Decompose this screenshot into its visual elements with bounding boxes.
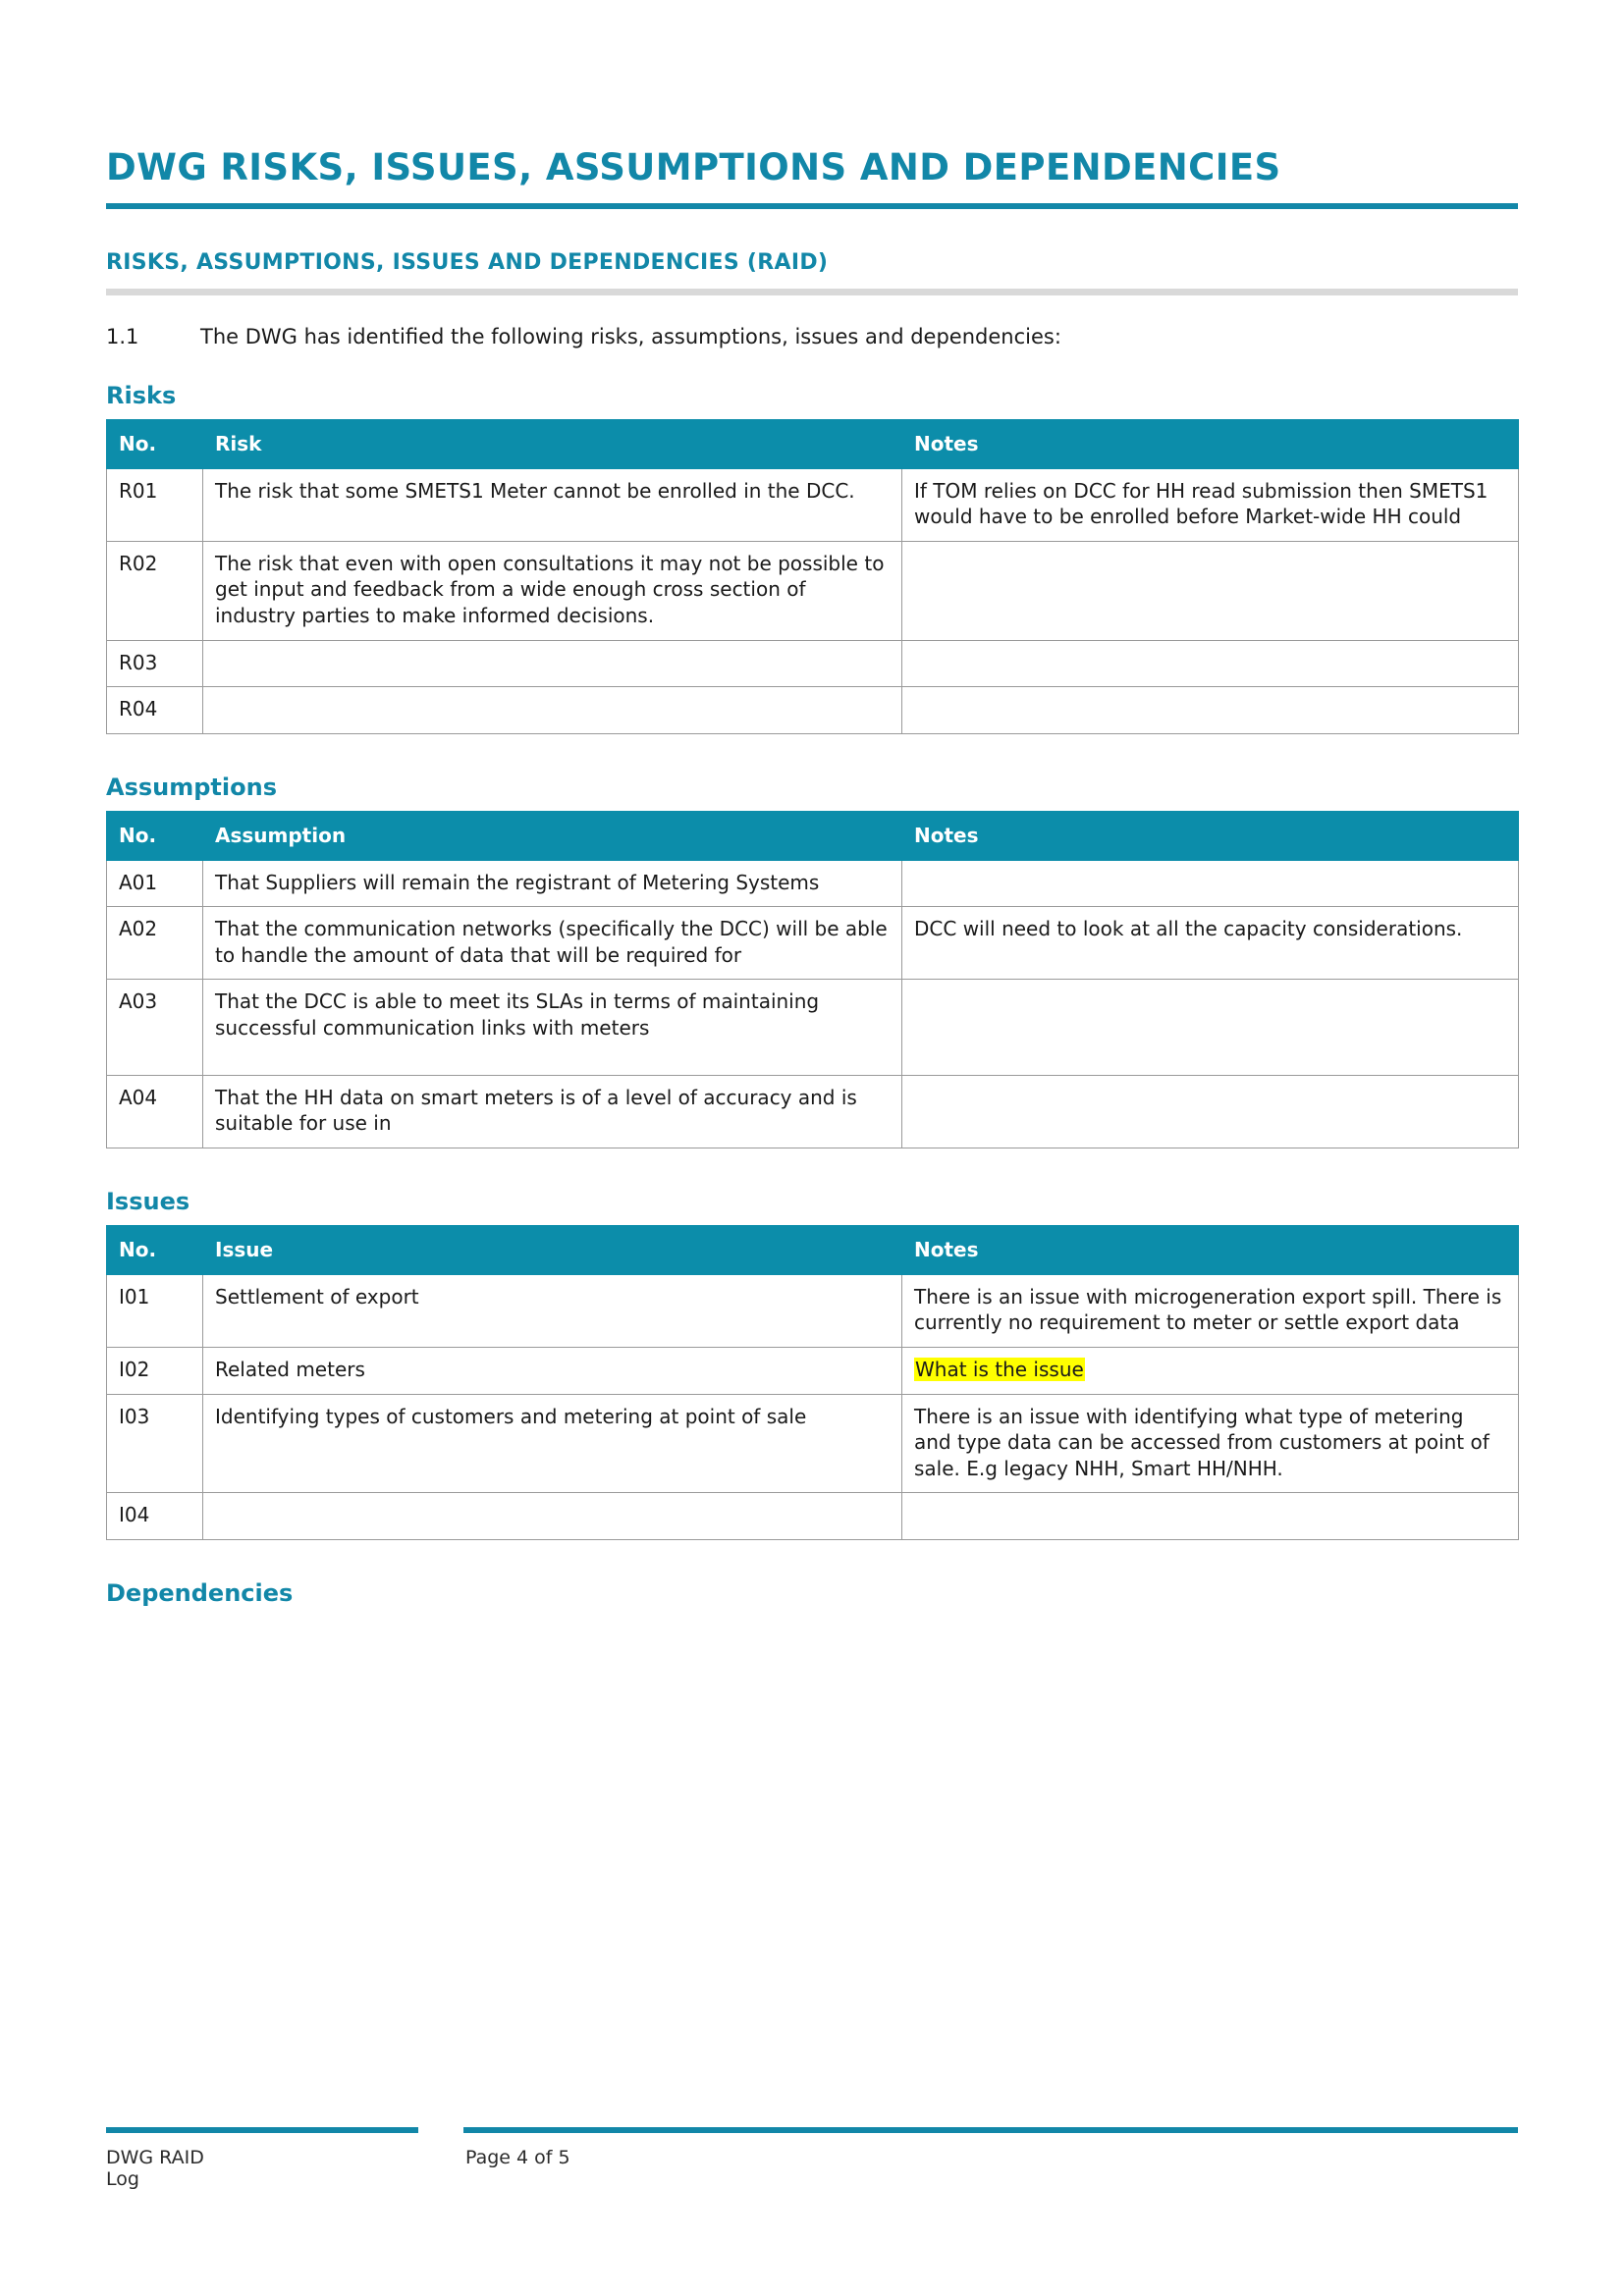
cell-no: A01	[107, 860, 203, 907]
risks-table	[106, 419, 1519, 734]
cell-risk: The risk that even with open consultations it may not be possible to get input and feedback from a wide enough cross section of industry parties to make informed decisions.	[203, 541, 902, 640]
table-row	[107, 468, 1519, 541]
cell-issue: Related meters	[203, 1348, 902, 1395]
table-row	[107, 1493, 1519, 1540]
risks-heading: Risks	[106, 381, 177, 409]
assumptions-table	[106, 811, 1519, 1148]
column-header-notes: Notes	[902, 419, 1519, 468]
issues-heading: Issues	[106, 1187, 190, 1215]
intro-paragraph	[106, 325, 1518, 348]
cell-no: A03	[107, 980, 203, 1075]
cell-no: I01	[107, 1274, 203, 1347]
dependencies-heading: Dependencies	[106, 1579, 294, 1608]
page-title: DWG RISKS, ISSUES, ASSUMPTIONS AND DEPENDENCIES	[106, 146, 1281, 188]
footer-doc-name-line2: Log	[106, 2168, 139, 2190]
table-row	[107, 907, 1519, 980]
cell-no: A02	[107, 907, 203, 980]
cell-notes	[902, 687, 1519, 734]
table-header-row	[107, 811, 1519, 860]
page-footer	[106, 2127, 1518, 2190]
column-header-notes: Notes	[902, 811, 1519, 860]
title-divider	[106, 203, 1518, 209]
cell-notes: There is an issue with identifying what type of metering and type data can be accessed from customers at point of sale. E.g legacy NHH, Smart HH/NHH.	[902, 1394, 1519, 1493]
cell-no: I03	[107, 1394, 203, 1493]
assumptions-heading: Assumptions	[106, 773, 277, 801]
table-row	[107, 541, 1519, 640]
cell-notes: If TOM relies on DCC for HH read submission then SMETS1 would have to be enrolled before Market-wide HH could	[902, 468, 1519, 541]
section-heading: RISKS, ASSUMPTIONS, ISSUES AND DEPENDENCIES (RAID)	[106, 249, 829, 275]
column-header-risk: Risk	[203, 419, 902, 468]
footer-doc-name	[106, 2147, 465, 2190]
table-header-row	[107, 419, 1519, 468]
cell-risk	[203, 640, 902, 687]
column-header-assumption: Assumption	[203, 811, 902, 860]
cell-no: R03	[107, 640, 203, 687]
cell-assumption: That Suppliers will remain the registrant of Metering Systems	[203, 860, 902, 907]
paragraph-text: The DWG has identified the following risks, assumptions, issues and dependencies:	[200, 324, 1061, 348]
table-header-row	[107, 1225, 1519, 1274]
cell-no: R02	[107, 541, 203, 640]
cell-assumption: That the DCC is able to meet its SLAs in terms of maintaining successful communication links with meters	[203, 980, 902, 1075]
column-header-issue: Issue	[203, 1225, 902, 1274]
cell-notes	[902, 541, 1519, 640]
issues-table	[106, 1225, 1519, 1540]
cell-issue: Settlement of export	[203, 1274, 902, 1347]
footer-rule-right	[463, 2127, 1518, 2133]
cell-notes	[902, 980, 1519, 1075]
footer-divider	[106, 2127, 1518, 2133]
cell-notes: DCC will need to look at all the capacity considerations.	[902, 907, 1519, 980]
table-row	[107, 1348, 1519, 1395]
table-row	[107, 1394, 1519, 1493]
table-row	[107, 1075, 1519, 1148]
footer-rule-left	[106, 2127, 418, 2133]
cell-no: R04	[107, 687, 203, 734]
column-header-no: No.	[107, 419, 203, 468]
table-row	[107, 640, 1519, 687]
cell-notes	[902, 640, 1519, 687]
footer-page-number: Page 4 of 5	[465, 2147, 570, 2168]
cell-notes: There is an issue with microgeneration export spill. There is currently no requirement to meter or settle export data	[902, 1274, 1519, 1347]
cell-no: I02	[107, 1348, 203, 1395]
cell-risk	[203, 687, 902, 734]
cell-issue: Identifying types of customers and metering at point of sale	[203, 1394, 902, 1493]
cell-notes	[902, 860, 1519, 907]
table-row	[107, 980, 1519, 1075]
cell-no: R01	[107, 468, 203, 541]
cell-issue	[203, 1493, 902, 1540]
column-header-no: No.	[107, 811, 203, 860]
paragraph-number: 1.1	[106, 324, 139, 348]
cell-notes	[902, 1348, 1519, 1395]
highlighted-note: What is the issue	[915, 1358, 1084, 1382]
cell-no: I04	[107, 1493, 203, 1540]
section-divider	[106, 289, 1518, 295]
cell-assumption: That the communication networks (specifically the DCC) will be able to handle the amount of data that will be required for	[203, 907, 902, 980]
cell-risk: The risk that some SMETS1 Meter cannot be enrolled in the DCC.	[203, 468, 902, 541]
cell-notes	[902, 1493, 1519, 1540]
footer-text	[106, 2147, 1518, 2190]
cell-assumption: That the HH data on smart meters is of a level of accuracy and is suitable for use in	[203, 1075, 902, 1148]
cell-notes	[902, 1075, 1519, 1148]
cell-no: A04	[107, 1075, 203, 1148]
column-header-notes: Notes	[902, 1225, 1519, 1274]
table-row	[107, 687, 1519, 734]
footer-doc-name-line1: DWG RAID	[106, 2147, 204, 2168]
table-row	[107, 860, 1519, 907]
column-header-no: No.	[107, 1225, 203, 1274]
table-row	[107, 1274, 1519, 1347]
